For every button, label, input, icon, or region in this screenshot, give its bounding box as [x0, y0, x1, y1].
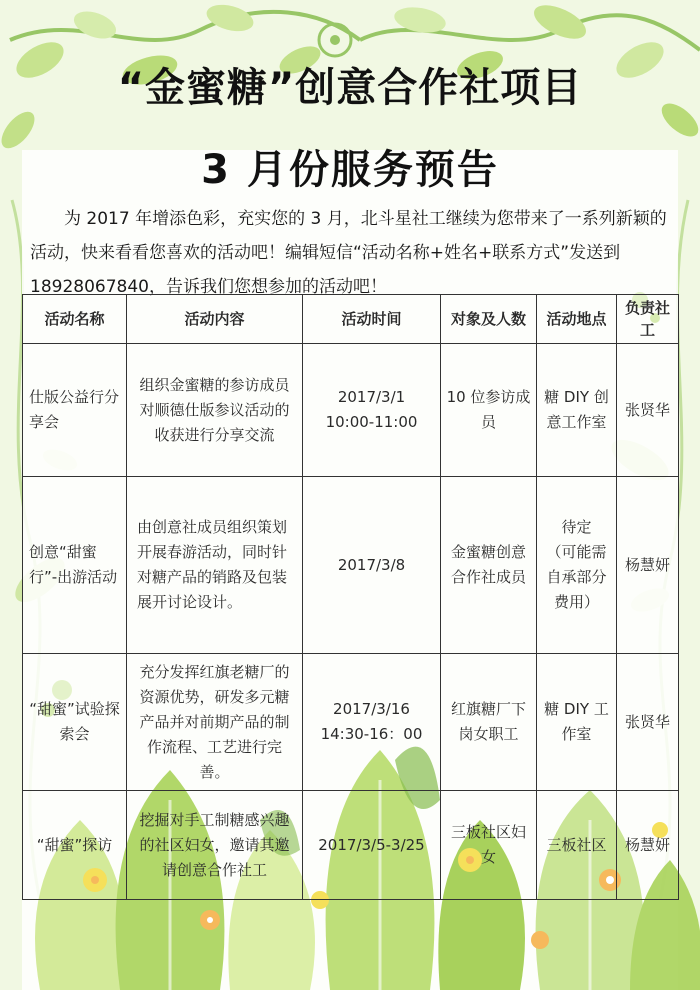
activity-time: 2017/3/1 10:00-11:00: [303, 344, 441, 477]
activity-worker: 杨慧妍: [617, 791, 679, 900]
activity-time: 2017/3/5-3/25: [303, 791, 441, 900]
activity-target: 红旗糖厂下岗女职工: [441, 654, 537, 791]
activity-name: “甜蜜”试验探索会: [23, 654, 127, 791]
header-place: 活动地点: [537, 295, 617, 344]
activity-worker: 张贤华: [617, 344, 679, 477]
header-activity-name: 活动名称: [23, 295, 127, 344]
activity-content: 充分发挥红旗老糖厂的资源优势，研发多元糖产品并对前期产品的制作流程、工艺进行完善。: [127, 654, 303, 791]
activity-name: “甜蜜”探访: [23, 791, 127, 900]
activity-place: 三板社区: [537, 791, 617, 900]
table-row: [23, 344, 679, 477]
activity-place: 糖 DIY 工作室: [537, 654, 617, 791]
intro-paragraph: 为 2017 年增添色彩，充实您的 3 月，北斗星社工继续为您带来了一系列新颖的活动，快来看看您喜欢的活动吧！编辑短信“活动名称+姓名+联系方式”发送到 18928067840，告诉我们您想参加的活动吧！: [30, 209, 667, 297]
activity-worker: 杨慧妍: [617, 477, 679, 654]
activity-content: 组织金蜜糖的参访成员对顺德仕版参议活动的收获进行分享交流: [127, 344, 303, 477]
table-row: [23, 654, 679, 791]
header-activity-time: 活动时间: [303, 295, 441, 344]
activity-place: 糖 DIY 创意工作室: [537, 344, 617, 477]
activity-time: 2017/3/8: [303, 477, 441, 654]
activity-target: 三板社区妇女: [441, 791, 537, 900]
activity-target: 10 位参访成员: [441, 344, 537, 477]
table-header-row: [23, 295, 679, 344]
activity-worker: 张贤华: [617, 654, 679, 791]
activity-time: 2017/3/16 14:30-16：00: [303, 654, 441, 791]
page-subtitle: 3 月份服务预告: [201, 147, 499, 193]
header-activity-content: 活动内容: [127, 295, 303, 344]
activity-name: 创意“甜蜜行”-出游活动: [23, 477, 127, 654]
header-target: 对象及人数: [441, 295, 537, 344]
activity-name: 仕版公益行分享会: [23, 344, 127, 477]
header-worker: 负责社工: [617, 295, 679, 344]
table-row: [23, 477, 679, 654]
page-title: “金蜜糖”创意合作社项目: [117, 65, 583, 111]
activity-content: 挖掘对手工制糖感兴趣的社区妇女，邀请其邀请创意合作社工: [127, 791, 303, 900]
activity-place: 待定 （可能需自承部分费用）: [537, 477, 617, 654]
activity-table: [22, 294, 679, 900]
table-row: [23, 791, 679, 900]
activity-content: 由创意社成员组织策划开展春游活动，同时针对糖产品的销路及包装展开讨论设计。: [127, 477, 303, 654]
activity-target: 金蜜糖创意合作社成员: [441, 477, 537, 654]
